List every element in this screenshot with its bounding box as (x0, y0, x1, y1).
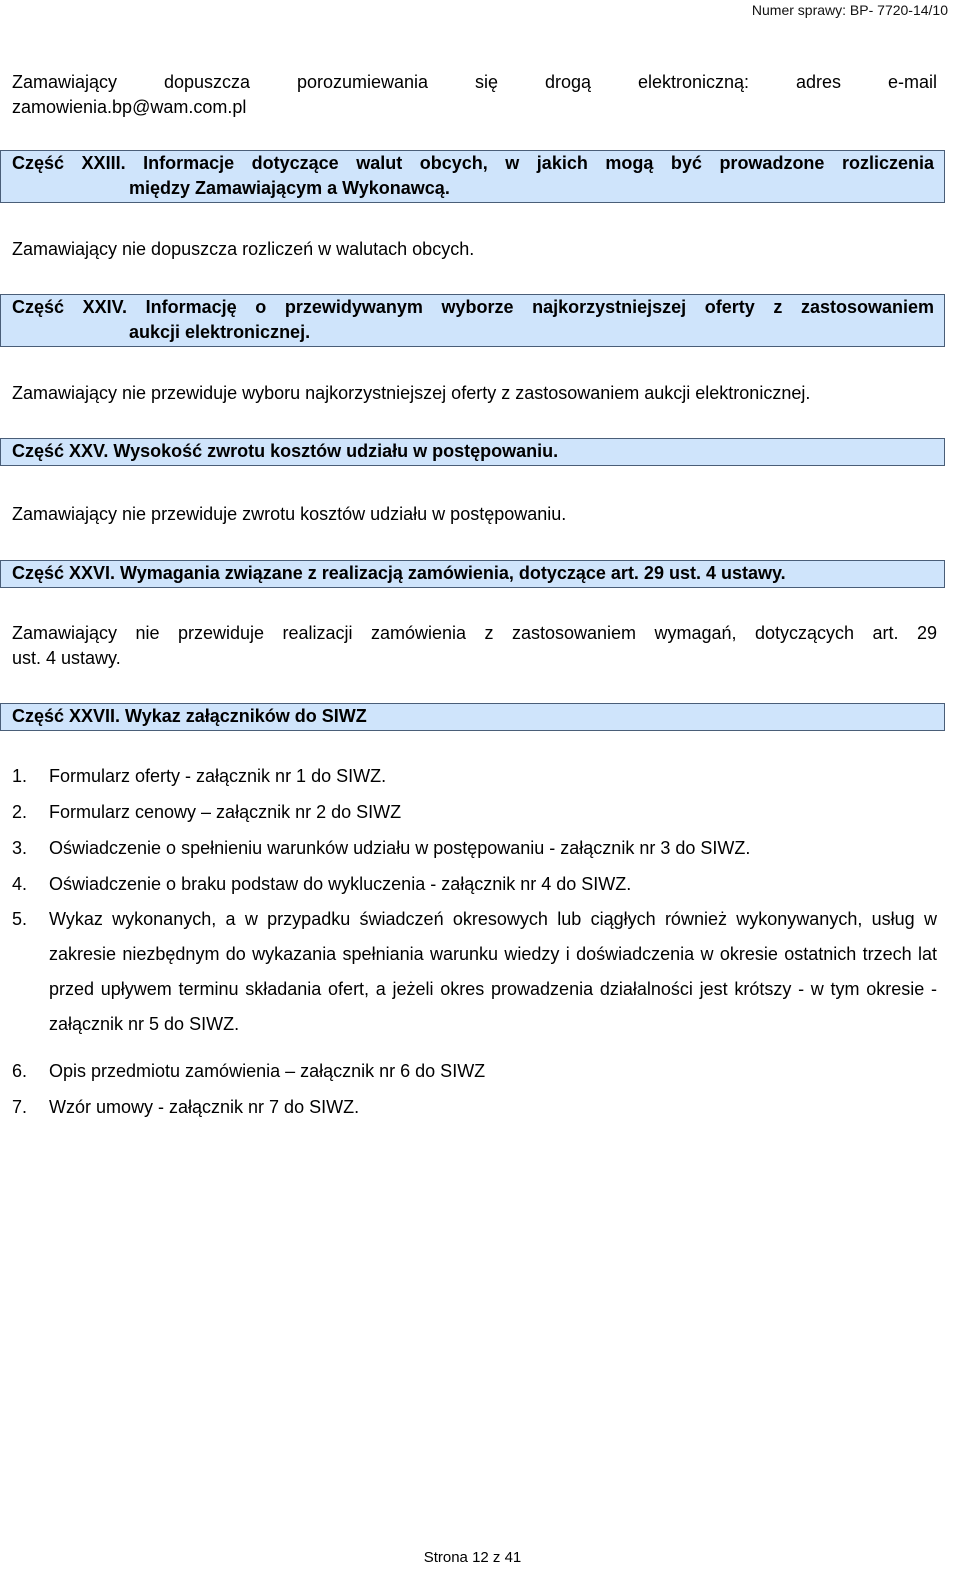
list-item-text: Wzór umowy - załącznik nr 7 do SIWZ. (49, 1097, 360, 1117)
list-item-number: 7. (12, 1097, 28, 1117)
section-heading-xxvi (0, 560, 945, 588)
section-heading-xxiv-line1: Część XXIV. Informację o przewidywanym wyborze najkorzystniejszej oferty z zastosowaniem (12, 297, 934, 317)
list-item (12, 1095, 937, 1120)
section-heading-xxiv (0, 294, 945, 347)
list-item-number: 5. (12, 909, 28, 929)
list-item-text: Opis przedmiotu zamówienia – załącznik nr 6 do SIWZ (49, 1061, 486, 1081)
list-item (12, 872, 937, 897)
section-body-xxv: Zamawiający nie przewiduje zwrotu kosztów udziału w postępowaniu. (12, 504, 567, 524)
section-heading-xxv-text: Część XXV. Wysokość zwrotu kosztów udziału w postępowaniu. (12, 441, 559, 461)
section-body-xxiv: Zamawiający nie przewiduje wyboru najkorzystniejszej oferty z zastosowaniem aukcji elektronicznej. (12, 383, 811, 403)
section-heading-xxvi-text: Część XXVI. Wymagania związane z realizacją zamówienia, dotyczące art. 29 ust. 4 ustawy. (12, 563, 786, 583)
list-item (12, 836, 937, 861)
list-item-number: 2. (12, 802, 28, 822)
list-item (12, 764, 937, 789)
list-item-text: Oświadczenie o spełnieniu warunków udziału w postępowaniu - załącznik nr 3 do SIWZ. (49, 838, 751, 858)
section-heading-xxv (0, 438, 945, 466)
section-body-xxvi-line2: ust. 4 ustawy. (12, 648, 121, 668)
list-item-text: Wykaz wykonanych, a w przypadku świadczeń okresowych lub ciągłych również wykonywanych, usług w zakresie niezbędnym do wykazania spełniania warunku wiedzy i doświadczenia w okresie ostatnich trzech lat przed upływem terminu składania ofert, a jeżeli okres prowadzenia działalności jest krótszy - w tym okresie - załącznik nr 5 do SIWZ. (49, 909, 937, 1034)
section-heading-xxvii (0, 703, 945, 731)
intro-email: zamowienia.bp@wam.com.pl (12, 97, 247, 117)
section-heading-xxiv-line2: aukcji elektronicznej. (129, 322, 311, 342)
list-item-number: 1. (12, 766, 28, 786)
list-item (12, 1059, 937, 1084)
list-item-number: 3. (12, 838, 28, 858)
list-item-text: Oświadczenie o braku podstaw do wykluczenia - załącznik nr 4 do SIWZ. (49, 874, 632, 894)
section-heading-xxiii-line2: między Zamawiającym a Wykonawcą. (129, 178, 450, 198)
list-item-text: Formularz cenowy – załącznik nr 2 do SIWZ (49, 802, 402, 822)
list-item-number: 6. (12, 1061, 28, 1081)
list-item (12, 902, 937, 1042)
list-item-number: 4. (12, 874, 28, 894)
list-item-text: Formularz oferty - załącznik nr 1 do SIWZ. (49, 766, 387, 786)
list-item (12, 800, 937, 825)
section-body-xxvi-line1: Zamawiający nie przewiduje realizacji zamówienia z zastosowaniem wymagań, dotyczących art. 29 (12, 623, 937, 643)
section-body-xxiii: Zamawiający nie dopuszcza rozliczeń w walutach obcych. (12, 239, 475, 259)
case-number: Numer sprawy: BP- 7720-14/10 (751, 2, 948, 18)
section-heading-xxiii-line1: Część XXIII. Informacje dotyczące walut obcych, w jakich mogą być prowadzone rozliczenia (12, 153, 934, 173)
section-heading-xxvii-text: Część XXVII. Wykaz załączników do SIWZ (12, 706, 367, 726)
section-heading-xxiii (0, 150, 945, 203)
page-number: Strona 12 z 41 (423, 1549, 522, 1566)
intro-line-1: Zamawiający dopuszcza porozumiewania się drogą elektroniczną: adres e-mail (12, 72, 937, 92)
